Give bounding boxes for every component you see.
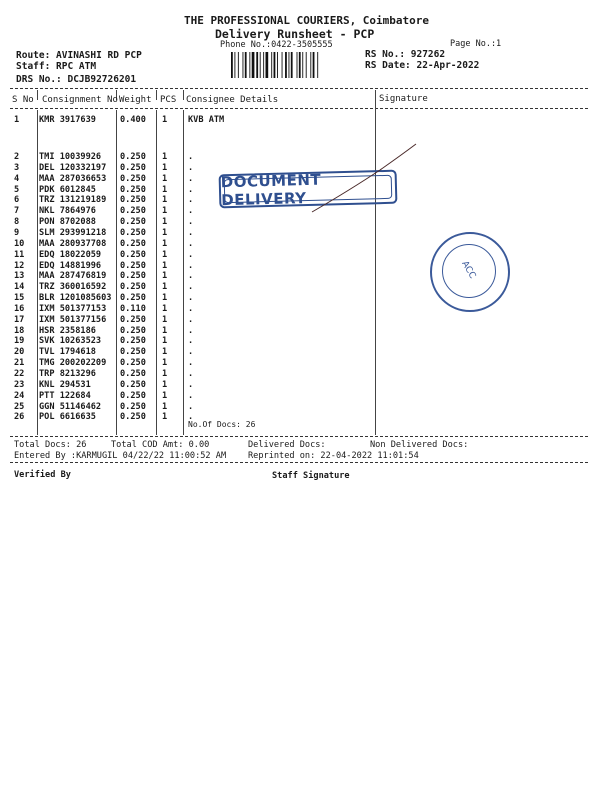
row-pcs: 1 — [162, 303, 168, 314]
row-pcs: 1 — [162, 195, 168, 206]
row-consignee: . — [188, 152, 194, 162]
row-sno: 5 — [14, 184, 20, 195]
divider-header — [10, 108, 588, 109]
row-weight: 0.250 — [120, 412, 146, 423]
barcode-bar — [274, 52, 276, 78]
row-pcs: 1 — [162, 260, 168, 271]
table-row — [0, 271, 600, 282]
row-consignee: . — [188, 293, 194, 304]
row-weight: 0.250 — [120, 238, 146, 249]
table-row — [0, 228, 600, 239]
row-weight: 0.250 — [120, 195, 146, 206]
row-consignee: . — [188, 271, 194, 282]
table-row — [0, 206, 600, 217]
row-pcs: 1 — [162, 271, 168, 282]
barcode-bar — [277, 52, 278, 78]
row-pcs: 1 — [162, 238, 168, 249]
table-row — [0, 336, 600, 347]
row-weight: 0.250 — [120, 325, 146, 336]
row-weight: 0.250 — [120, 293, 146, 304]
row-weight: 0.250 — [120, 358, 146, 369]
row-pcs: 1 — [162, 249, 168, 260]
row-pcs: 1 — [162, 293, 168, 304]
col-sno: S No — [12, 95, 34, 105]
barcode-bar — [238, 52, 239, 78]
total-docs: Total Docs: 26 — [14, 440, 87, 450]
table-row — [0, 402, 600, 413]
signature-scribble — [310, 140, 420, 220]
barcode-bar — [310, 52, 311, 78]
row-sno: 13 — [14, 271, 25, 282]
row-consignee: . — [188, 195, 194, 206]
row-weight: 0.250 — [120, 282, 146, 293]
row-consignee: . — [188, 238, 194, 249]
barcode-bar — [231, 52, 233, 78]
non-delivered-docs: Non Delivered Docs: — [370, 440, 469, 450]
row-pcs: 1 — [162, 173, 168, 184]
row-consignee: . — [188, 217, 194, 228]
row-weight: 0.110 — [120, 303, 146, 314]
total-cod: Total COD Amt: 0.00 — [111, 440, 210, 450]
row-consignee: . — [188, 303, 194, 314]
row-consignment: TVL 1794618 — [39, 347, 96, 358]
barcode-bar — [282, 52, 283, 78]
barcode-bar — [252, 52, 255, 78]
drs-number: DRS No.: DCJB92726201 — [16, 74, 137, 85]
row-weight: 0.400 — [120, 115, 146, 125]
page-number: Page No.:1 — [450, 39, 502, 49]
row-pcs: 1 — [162, 401, 168, 412]
row-consignment: GGN 51146462 — [39, 401, 102, 412]
row-consignment: TRZ 360016592 — [39, 282, 107, 293]
row-consignment: MAA 287476819 — [39, 271, 107, 282]
barcode-bar — [260, 52, 261, 78]
row-consignment: POL 6616635 — [39, 412, 96, 423]
row-consignee: . — [188, 412, 194, 423]
row-sno: 14 — [14, 282, 25, 293]
divider-footer — [10, 462, 588, 463]
row-consignment: BLR 1201085603 — [39, 293, 112, 304]
row-weight: 0.250 — [120, 184, 146, 195]
table-row — [0, 380, 600, 391]
row-weight: 0.250 — [120, 227, 146, 238]
col-signature: Signature — [379, 94, 428, 104]
row-weight: 0.250 — [120, 401, 146, 412]
row-consignment: KMR 3917639 — [39, 115, 96, 125]
row-weight: 0.250 — [120, 217, 146, 228]
row-consignment: IXM 501377156 — [39, 314, 107, 325]
row-sno: 23 — [14, 379, 25, 390]
barcode-bar — [256, 52, 258, 78]
page-title: Delivery Runsheet - PCP — [215, 27, 375, 41]
entered-by: Entered By :KARMUGIL 04/22/22 11:00:52 AM — [14, 451, 227, 461]
table-row — [0, 261, 600, 272]
row-weight: 0.250 — [120, 336, 146, 347]
no-of-docs: No.Of Docs: 26 — [188, 420, 256, 429]
row-sno: 16 — [14, 303, 25, 314]
row-weight: 0.250 — [120, 173, 146, 184]
row-pcs: 1 — [162, 282, 168, 293]
row-consignee: . — [188, 401, 194, 412]
barcode-bar — [285, 52, 287, 78]
row-consignee: . — [188, 206, 194, 217]
table-row — [0, 239, 600, 250]
row-weight: 0.250 — [120, 390, 146, 401]
divider-bottom — [10, 436, 588, 437]
table-row — [0, 347, 600, 358]
barcode-bar — [243, 52, 244, 78]
row-pcs: 1 — [162, 152, 168, 162]
row-pcs: 1 — [162, 314, 168, 325]
row-consignee: . — [188, 369, 194, 379]
row-consignment: HSR 2358186 — [39, 325, 96, 336]
row-pcs: 1 — [162, 325, 168, 336]
row-pcs: 1 — [162, 379, 168, 390]
row-consignment: NKL 7864976 — [39, 206, 96, 217]
row-pcs: 1 — [162, 206, 168, 217]
row-sno: 1 — [14, 115, 20, 125]
row-pcs: 1 — [162, 412, 168, 423]
row-consignee: . — [188, 282, 194, 293]
row-weight: 0.250 — [120, 206, 146, 217]
barcode-bar — [317, 52, 318, 78]
row-consignee: . — [188, 325, 194, 336]
row-sno: 7 — [14, 206, 20, 217]
row-consignee: . — [188, 358, 194, 369]
stamp-text: DOCUMENT DELIVERY — [220, 170, 322, 210]
row-sno: 4 — [14, 173, 20, 184]
table-row — [0, 152, 600, 163]
row-sno: 11 — [14, 249, 25, 260]
row-weight: 0.250 — [120, 369, 146, 379]
col-divider — [183, 90, 184, 100]
barcode-bar — [266, 52, 269, 78]
row-consignment: KNL 294531 — [39, 379, 91, 390]
row-sno: 24 — [14, 390, 25, 401]
row-sno: 2 — [14, 152, 20, 162]
row-consignee: . — [188, 173, 194, 184]
row-consignee: . — [188, 162, 194, 173]
barcode-bar — [313, 52, 315, 78]
barcode-bar — [289, 52, 290, 78]
row-weight: 0.250 — [120, 347, 146, 358]
table-row — [0, 412, 600, 423]
barcode-bar — [271, 52, 272, 78]
barcode-bar — [291, 52, 293, 78]
col-divider — [156, 90, 157, 100]
row-consignment: PTT 122684 — [39, 390, 91, 401]
row-weight: 0.250 — [120, 162, 146, 173]
row-sno: 15 — [14, 293, 25, 304]
table-row — [0, 391, 600, 402]
staff-signature: Staff Signature — [272, 471, 350, 481]
col-weight: Weight — [119, 95, 152, 105]
row-consignee: KVB ATM — [188, 115, 225, 125]
rs-number: RS No.: 927262 — [365, 49, 446, 60]
barcode-bar — [297, 52, 298, 78]
col-consignee: Consignee Details — [186, 95, 279, 105]
table-row — [0, 358, 600, 369]
row-pcs: 1 — [162, 162, 168, 173]
row-sno: 21 — [14, 358, 25, 369]
row-pcs: 1 — [162, 115, 168, 125]
row-sno: 26 — [14, 412, 25, 423]
delivered-docs: Delivered Docs: — [248, 440, 326, 450]
row-consignment: MAA 280937708 — [39, 238, 107, 249]
row-pcs: 1 — [162, 347, 168, 358]
table-row — [0, 250, 600, 261]
row-pcs: 1 — [162, 184, 168, 195]
row-consignment: PON 8702088 — [39, 217, 96, 228]
row-sno: 3 — [14, 162, 20, 173]
barcode-bar — [234, 52, 235, 78]
barcode-bar — [299, 52, 301, 78]
row-sno: 6 — [14, 195, 20, 206]
row-consignment: PDK 6012845 — [39, 184, 96, 195]
barcode-bar — [245, 52, 247, 78]
row-consignee: . — [188, 379, 194, 390]
row-consignee: . — [188, 260, 194, 271]
table-row — [0, 282, 600, 293]
row-consignee: . — [188, 249, 194, 260]
row-sno: 22 — [14, 369, 25, 379]
table-row — [0, 369, 600, 380]
row-consignee: . — [188, 184, 194, 195]
rs-date: RS Date: 22-Apr-2022 — [365, 60, 480, 71]
barcode — [231, 52, 351, 82]
verified-by: Verified By — [14, 470, 71, 480]
reprinted-on: Reprinted on: 22-04-2022 11:01:54 — [248, 451, 419, 461]
row-consignment: IXM 501377153 — [39, 303, 107, 314]
table-row — [0, 315, 600, 326]
divider-top — [10, 88, 588, 89]
row-consignee: . — [188, 336, 194, 347]
row-consignment: EDQ 18022059 — [39, 249, 102, 260]
row-consignment: EDQ 14881996 — [39, 260, 102, 271]
row-pcs: 1 — [162, 358, 168, 369]
row-sno: 9 — [14, 227, 20, 238]
row-consignment: SLM 293991218 — [39, 227, 107, 238]
phone-number: Phone No.:0422-3505555 — [220, 40, 333, 50]
row-consignee: . — [188, 227, 194, 238]
bank-seal — [430, 232, 510, 312]
barcode-bar — [249, 52, 250, 78]
table-row — [0, 217, 600, 228]
row-pcs: 1 — [162, 369, 168, 379]
row-consignment: TMG 200202209 — [39, 358, 107, 369]
row-sno: 12 — [14, 260, 25, 271]
company-name: THE PROFESSIONAL COURIERS, Coimbatore — [184, 14, 430, 27]
row-weight: 0.250 — [120, 314, 146, 325]
barcode-bar — [306, 52, 307, 78]
row-sno: 25 — [14, 401, 25, 412]
col-consignment: Consignment No — [42, 95, 118, 105]
table-row — [0, 326, 600, 337]
row-weight: 0.250 — [120, 249, 146, 260]
row-weight: 0.250 — [120, 271, 146, 282]
row-sno: 17 — [14, 314, 25, 325]
row-sno: 19 — [14, 336, 25, 347]
table-row — [0, 115, 600, 126]
col-divider — [37, 90, 38, 100]
row-consignment: DEL 120332197 — [39, 162, 107, 173]
row-weight: 0.250 — [120, 152, 146, 162]
staff-label: Staff: RPC ATM — [16, 61, 97, 72]
row-consignment: SVK 10263523 — [39, 336, 102, 347]
row-pcs: 1 — [162, 390, 168, 401]
row-sno: 10 — [14, 238, 25, 249]
row-consignment: TRZ 131219189 — [39, 195, 107, 206]
row-weight: 0.250 — [120, 379, 146, 390]
barcode-bar — [302, 52, 303, 78]
row-sno: 20 — [14, 347, 25, 358]
row-sno: 18 — [14, 325, 25, 336]
seal-text: ACC — [459, 259, 478, 281]
route-label: Route: AVINASHI RD PCP — [16, 50, 142, 61]
row-consignment: TMI 10039926 — [39, 152, 102, 162]
row-weight: 0.250 — [120, 260, 146, 271]
table-row — [0, 293, 600, 304]
row-pcs: 1 — [162, 227, 168, 238]
row-pcs: 1 — [162, 217, 168, 228]
barcode-bar — [263, 52, 264, 78]
table-row — [0, 304, 600, 315]
row-pcs: 1 — [162, 336, 168, 347]
row-consignee: . — [188, 390, 194, 401]
row-consignee: . — [188, 314, 194, 325]
col-pcs: PCS — [160, 95, 177, 105]
row-consignment: MAA 287036653 — [39, 173, 107, 184]
row-sno: 8 — [14, 217, 20, 228]
row-consignment: TRP 8213296 — [39, 369, 96, 379]
row-consignee: . — [188, 347, 194, 358]
